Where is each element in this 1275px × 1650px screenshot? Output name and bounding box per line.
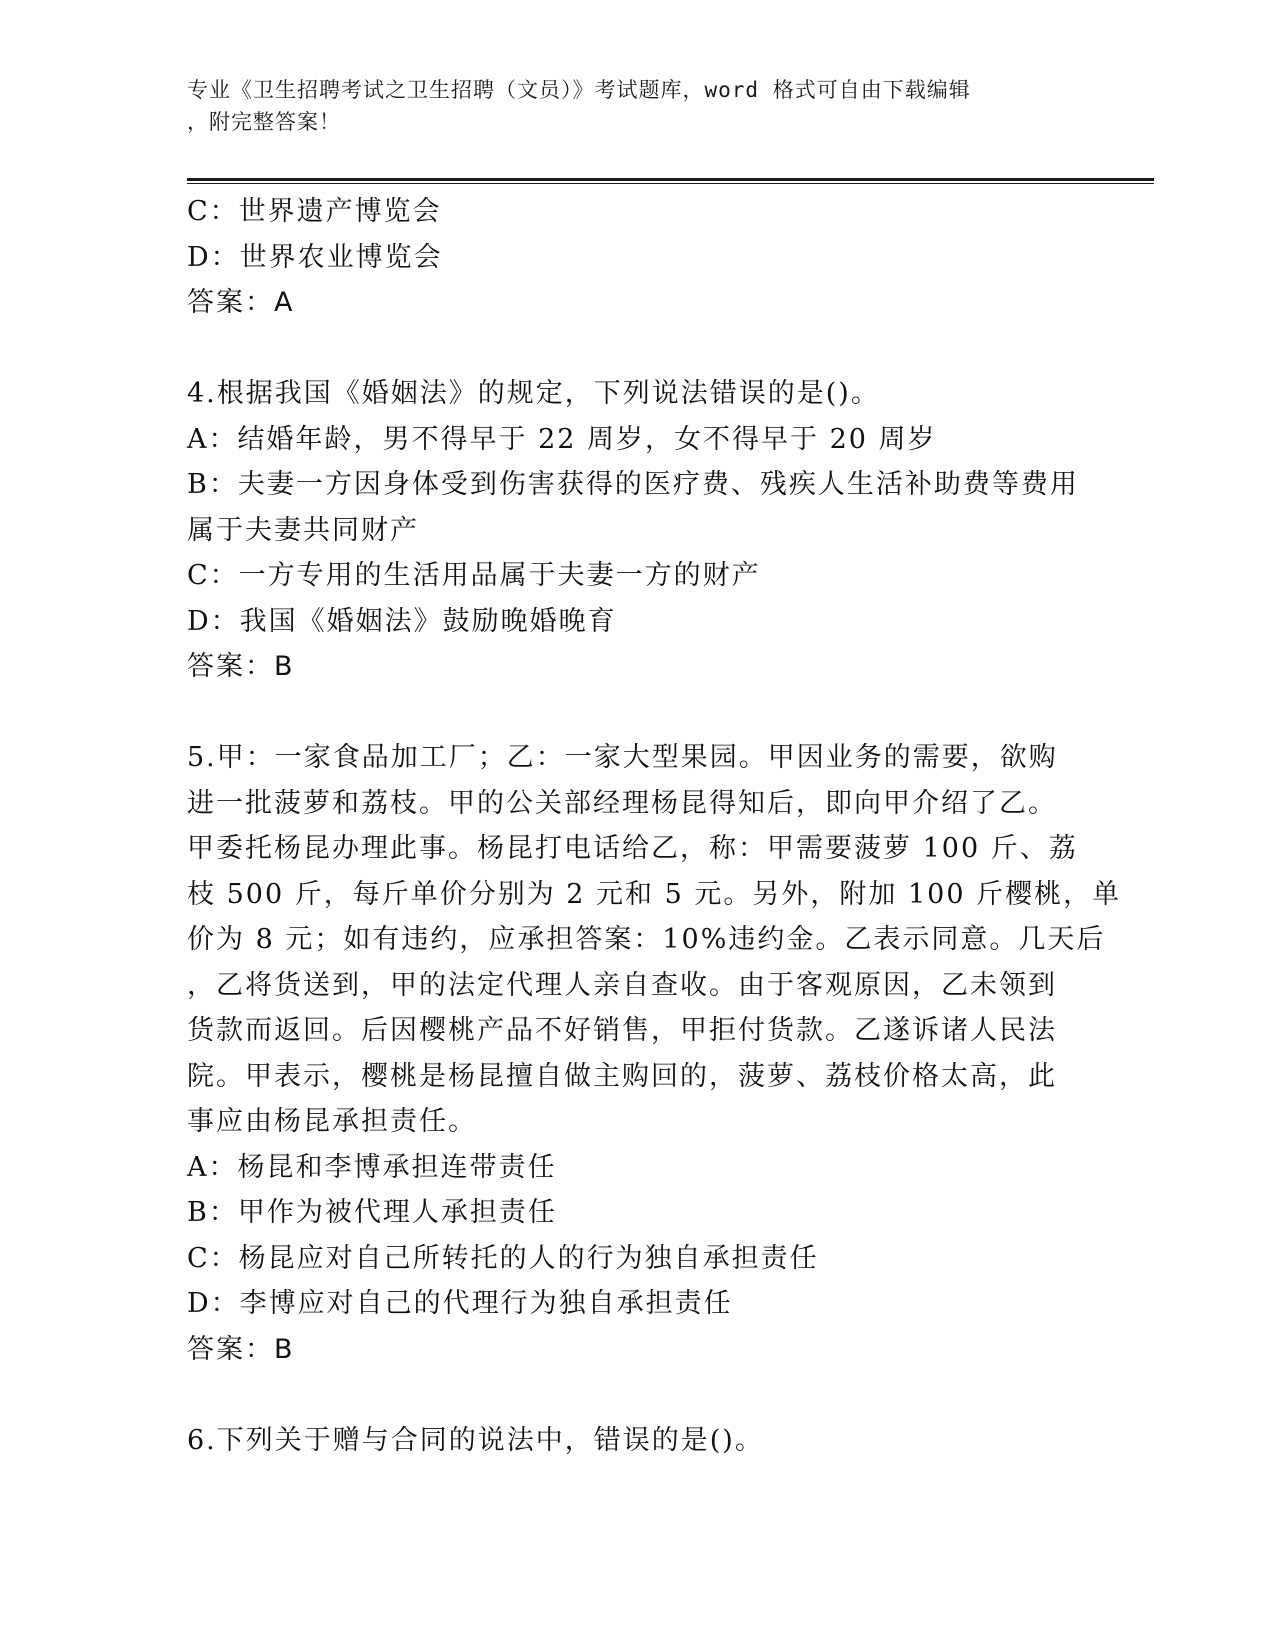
question-content	[187, 189, 1122, 1463]
header-line: ，附完整答案！	[187, 110, 341, 134]
q5-option-d: D：李博应对自己的代理行为独自承担责任	[187, 1288, 733, 1319]
header-divider	[187, 178, 1154, 181]
q5-option-c: C：杨昆应对自己所转托的人的行为独自承担责任	[187, 1242, 819, 1274]
q5-stem-line: 院。甲表示，樱桃是杨昆擅自做主购回的，菠萝、荔枝价格太高，此	[187, 1060, 1057, 1092]
q5-option-a: A：杨昆和李博承担连带责任	[187, 1151, 557, 1183]
q4-stem: 4.根据我国《婚姻法》的规定，下列说法错误的是()。	[187, 378, 880, 409]
q5-stem-line: 枝 500 斤，每斤单价分别为 2 元和 5 元。另外，附加 100 斤樱桃，单	[187, 878, 1122, 910]
q4-answer: 答案：B	[187, 651, 295, 682]
q5-stem-line: 甲委托杨昆办理此事。杨昆打电话给乙，称：甲需要菠萝 100 斤、荔	[187, 833, 1078, 864]
q6-stem: 6.下列关于赠与合同的说法中，错误的是()。	[187, 1424, 764, 1456]
q4-option-c: C：一方专用的生活用品属于夫妻一方的财产	[187, 560, 761, 591]
q5-stem-line: 进一批菠萝和荔枝。甲的公关部经理杨昆得知后，即向甲介绍了乙。	[187, 787, 1057, 819]
q4-option-b: B：夫妻一方因身体受到伤害获得的医疗费、残疾人生活补助费等费用	[187, 469, 1079, 500]
q3-option-c: C：世界遗产博览会	[187, 196, 442, 227]
q5-answer: 答案：B	[187, 1333, 295, 1365]
q3-option-d: D：世界农业博览会	[187, 241, 443, 273]
q5-stem-line: 事应由杨昆承担责任。	[187, 1106, 477, 1137]
q5-stem-line: ，乙将货送到，甲的法定代理人亲自查收。由于客观原因，乙未领到	[187, 969, 1057, 1001]
spacer	[187, 1372, 1087, 1418]
spacer	[187, 326, 1087, 372]
header-line: 专业《卫生招聘考试之卫生招聘（文员）》考试题库，word 格式可自由下载编辑	[187, 78, 971, 102]
q5-stem-line: 5.甲：一家食品加工厂；乙：一家大型果园。甲因业务的需要，欲购	[187, 742, 1058, 773]
spacer	[187, 690, 1087, 736]
q5-option-b: B：甲作为被代理人承担责任	[187, 1197, 557, 1228]
q5-stem-line: 价为 8 元；如有违约，应承担答案：10%违约金。乙表示同意。几天后	[187, 924, 1106, 955]
q3-answer: 答案：A	[187, 287, 295, 318]
header-divider-thin	[187, 183, 1154, 184]
page-header	[187, 74, 1087, 138]
q4-option-a: A：结婚年龄，男不得早于 22 周岁，女不得早于 20 周岁	[187, 423, 937, 455]
q4-option-d: D：我国《婚姻法》鼓励晚婚晚育	[187, 605, 617, 637]
q4-option-b-continued: 属于夫妻共同财产	[187, 514, 419, 546]
q5-stem-line: 货款而返回。后因樱桃产品不好销售，甲拒付货款。乙遂诉诸人民法	[187, 1015, 1057, 1046]
